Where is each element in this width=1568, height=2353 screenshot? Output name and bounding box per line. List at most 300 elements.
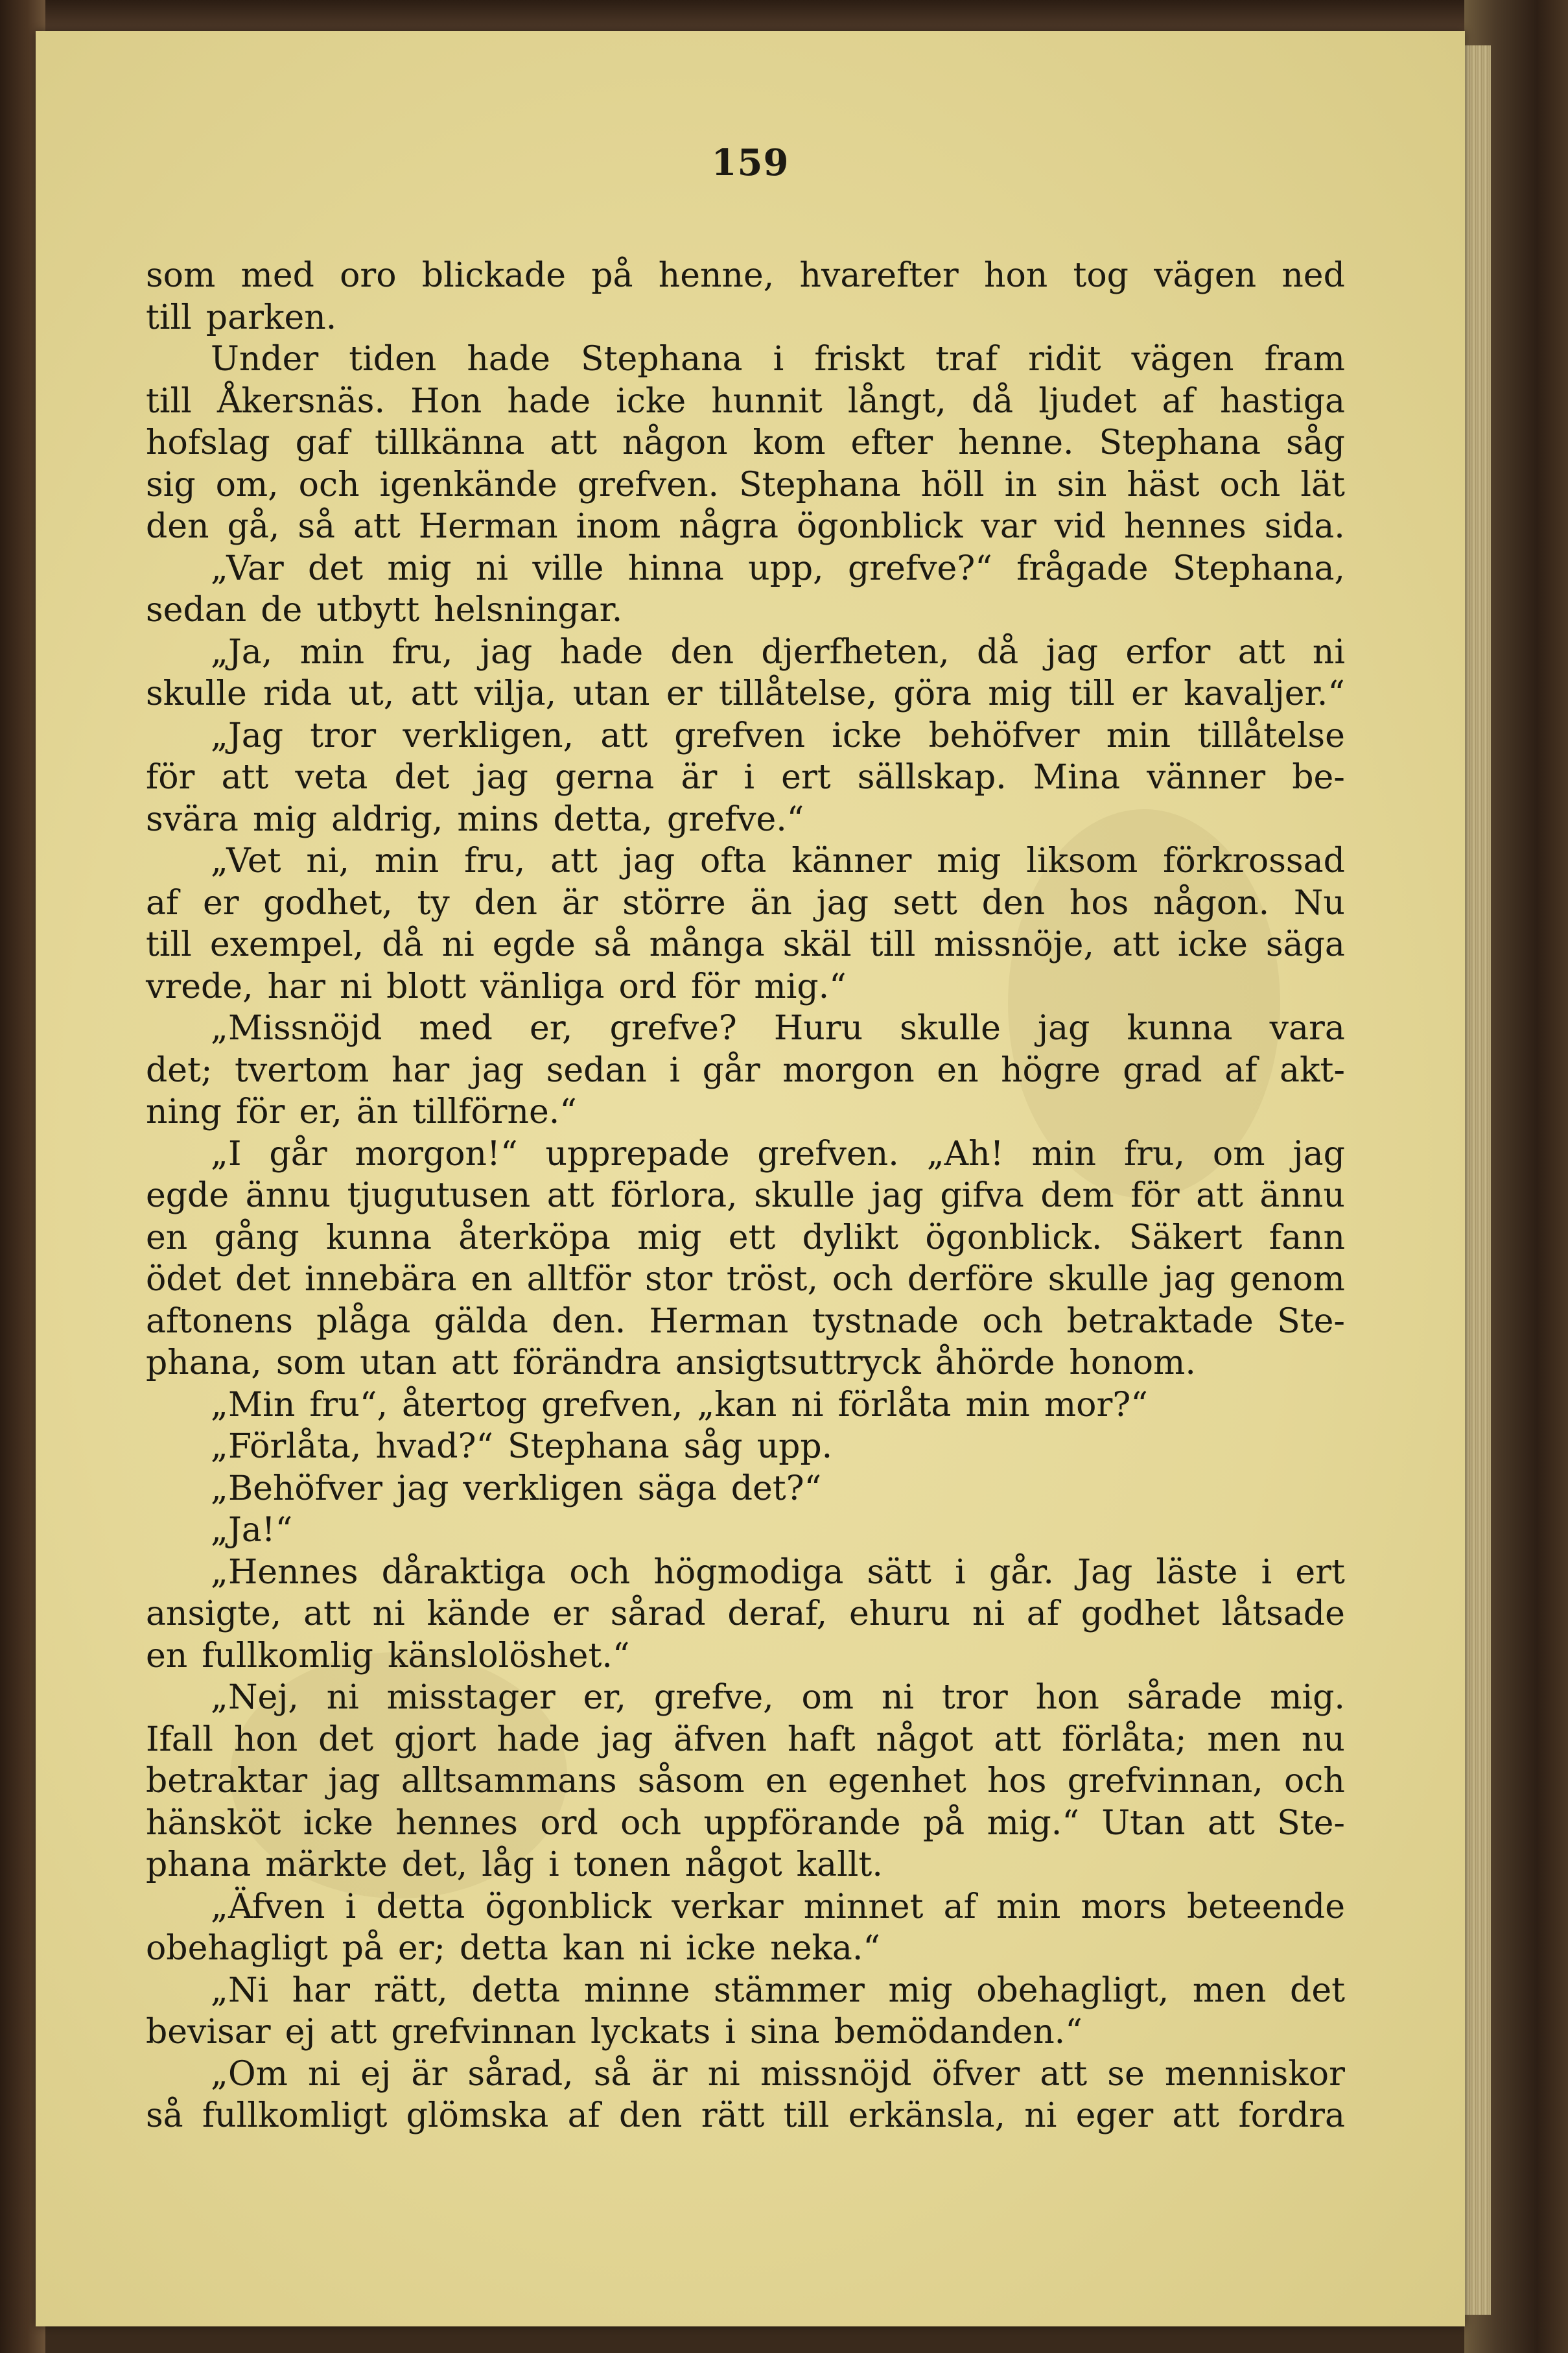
word: grefve.“ <box>666 799 804 839</box>
word: i <box>345 1887 357 1926</box>
word: går <box>702 1050 760 1090</box>
word: henne, <box>658 256 775 295</box>
word: sårad, <box>467 2054 574 2094</box>
word: och <box>1283 1762 1345 1801</box>
word: många <box>649 925 765 964</box>
word: menniskor <box>1164 2054 1345 2094</box>
word: grad <box>1123 1050 1202 1090</box>
word: skulle <box>1047 1260 1149 1299</box>
word: deraf, <box>727 1594 828 1633</box>
word: mig <box>637 1218 702 1257</box>
word: något <box>876 1720 974 1759</box>
word: förlåta <box>837 1385 952 1425</box>
word: den <box>670 632 734 672</box>
word: detta <box>471 1970 561 2010</box>
word: men <box>1207 1720 1281 1759</box>
word: ansigtsuttryck <box>675 1343 921 1382</box>
word: jag <box>600 1720 653 1759</box>
word: hos <box>1069 883 1129 923</box>
word: gälda <box>434 1301 528 1341</box>
word: ord <box>618 967 677 1006</box>
word: ni <box>475 549 508 588</box>
word: genom <box>1229 1260 1345 1299</box>
word: till <box>1068 674 1115 713</box>
word: i <box>743 758 755 797</box>
word: honom. <box>1069 1343 1196 1382</box>
word: att <box>600 716 648 755</box>
word: en <box>146 1218 188 1257</box>
word: tröst, <box>726 1260 818 1299</box>
text-line <box>146 757 1345 799</box>
text-line <box>146 1091 1345 1133</box>
word: Ifall <box>146 1720 214 1759</box>
word: det <box>318 1720 374 1759</box>
word: för <box>1130 1176 1180 1215</box>
word: af <box>943 1887 976 1926</box>
word: Stephana <box>1099 423 1261 462</box>
word: är <box>561 883 598 923</box>
word: stor <box>645 1260 712 1299</box>
word: behöfver <box>928 716 1080 755</box>
word: låtsade <box>1221 1594 1345 1633</box>
word: mig <box>252 799 318 839</box>
word: min <box>1106 716 1171 755</box>
word: en <box>765 1762 808 1801</box>
word: min <box>965 1385 1030 1425</box>
word: mig.“ <box>987 1803 1079 1843</box>
word: vägen <box>1154 256 1257 295</box>
word: att <box>550 423 598 462</box>
word: „Hennes <box>211 1552 358 1592</box>
word: ni <box>308 2054 341 2094</box>
word: tog <box>1073 256 1129 295</box>
word: är <box>681 758 718 797</box>
word: „Ja, <box>211 632 273 672</box>
word: „Äfven <box>211 1887 325 1926</box>
word: Stephana <box>580 340 743 379</box>
word: ty <box>417 883 450 923</box>
word: lät <box>1300 465 1345 504</box>
word: förlora, <box>610 1176 738 1215</box>
word: skäl <box>782 925 852 964</box>
word: att <box>1172 2096 1220 2135</box>
word: det <box>394 758 450 797</box>
word: ehuru <box>848 1594 951 1633</box>
word: att <box>994 1720 1042 1759</box>
word: icke <box>616 381 686 421</box>
word: en <box>471 1260 513 1299</box>
word: att <box>353 507 401 546</box>
word: ofta <box>699 842 767 881</box>
word: till <box>146 381 192 421</box>
word: har <box>267 967 325 1006</box>
word: upp, <box>748 549 824 588</box>
word: att <box>1196 1176 1243 1215</box>
word: djerfheten, <box>761 632 950 672</box>
word: af <box>567 2096 600 2135</box>
word: låg <box>482 1845 535 1884</box>
word: verkligen, <box>403 716 574 755</box>
word: ert <box>1295 1552 1345 1592</box>
word: utbytt <box>316 591 420 630</box>
word: bevisar <box>146 2013 271 2051</box>
word: erfor <box>1125 632 1211 672</box>
word: sett <box>893 883 957 923</box>
word: er <box>666 674 703 713</box>
word: sig <box>146 465 196 504</box>
word: beteende <box>1186 1887 1345 1926</box>
word: om, <box>215 465 279 504</box>
word: „Vet <box>211 842 281 881</box>
word: som <box>146 256 216 295</box>
word: tror <box>941 1678 1008 1717</box>
word: till <box>146 298 192 337</box>
word: i <box>548 1845 559 1884</box>
word: tror <box>310 716 377 755</box>
text-line <box>146 548 1345 590</box>
word: alltsammans <box>401 1762 617 1801</box>
word: högre <box>1001 1050 1101 1090</box>
word: mig.“ <box>754 967 847 1006</box>
word: går <box>269 1134 327 1174</box>
word: vänner <box>1147 758 1266 797</box>
text-line <box>146 1635 1345 1677</box>
word: rätt <box>701 2096 765 2135</box>
word: förkrossad <box>1163 842 1345 881</box>
word: hade <box>507 381 591 421</box>
word: Säkert <box>1129 1218 1243 1257</box>
word: phana, <box>146 1343 262 1382</box>
word: fru, <box>392 632 453 672</box>
word: ni <box>372 1594 405 1633</box>
word: hofslag <box>146 423 270 462</box>
word: och <box>982 1301 1044 1341</box>
word: detta <box>460 1929 548 1968</box>
text-line <box>146 1384 1345 1426</box>
word: jag <box>480 632 533 672</box>
word: icke <box>686 1929 756 1968</box>
word: så <box>593 925 631 964</box>
word: kunna <box>1127 1009 1233 1048</box>
word: „Om <box>211 2054 288 2094</box>
word: högmodiga <box>653 1552 844 1592</box>
word: den. <box>552 1301 626 1341</box>
text-line <box>146 2053 1345 2096</box>
word: ödet <box>146 1260 222 1299</box>
word: då <box>971 381 1014 421</box>
text-line <box>146 2095 1345 2137</box>
word: men <box>1192 1970 1267 2010</box>
word: morgon!“ <box>355 1134 518 1174</box>
word: detta, <box>553 799 653 839</box>
word: häst <box>1127 465 1200 504</box>
word: ni, <box>306 842 350 881</box>
word: hvarefter <box>799 256 959 295</box>
text-line <box>146 1133 1345 1176</box>
word: och <box>298 465 360 504</box>
word: min <box>374 842 439 881</box>
word: vrede, <box>146 967 253 1006</box>
word: att <box>1112 925 1160 964</box>
word: har <box>292 1970 350 2010</box>
word: alltför <box>526 1260 631 1299</box>
word: gaf <box>295 423 350 462</box>
word: det?“ <box>731 1469 822 1508</box>
word: „Missnöjd <box>211 1009 382 1048</box>
word: grefve, <box>653 1678 774 1717</box>
word: uppförande <box>703 1803 901 1843</box>
word: mor?“ <box>1044 1385 1148 1425</box>
word: gerna <box>554 758 655 797</box>
word: såg <box>1285 423 1345 462</box>
text-line <box>146 1301 1345 1343</box>
word: icke <box>1177 925 1248 964</box>
word: mig <box>888 1970 953 2010</box>
word: egenhet <box>828 1762 966 1801</box>
word: jag <box>396 1469 449 1508</box>
word: så <box>146 2096 183 2135</box>
word: de <box>261 591 303 630</box>
word: Mina <box>1033 758 1121 797</box>
word: obehagligt <box>146 1929 328 1968</box>
word: ansigte, <box>146 1594 282 1633</box>
word: aftonens <box>146 1301 293 1341</box>
word: tillåtelse <box>1197 716 1345 755</box>
text-line <box>146 297 1345 339</box>
text-line <box>146 1342 1345 1384</box>
page-number: 159 <box>711 141 790 184</box>
word: det <box>1290 1970 1345 2010</box>
word: öfver <box>931 2054 1020 2094</box>
word: det, <box>401 1845 468 1884</box>
word: känner <box>791 842 912 881</box>
word: i <box>725 2013 736 2051</box>
word: af <box>146 883 179 923</box>
word: Huru <box>773 1009 863 1048</box>
word: fullkomlig <box>202 1636 373 1675</box>
word: grefven. <box>577 465 720 504</box>
word: att <box>221 758 269 797</box>
word: är <box>411 2054 448 2094</box>
word: sårade <box>1127 1678 1243 1717</box>
text-line <box>146 673 1345 715</box>
word: förändra <box>512 1343 661 1382</box>
word: grefven <box>674 716 806 755</box>
word: var <box>981 507 1036 546</box>
text-line <box>146 338 1345 381</box>
word: att <box>451 1343 498 1382</box>
word: fru, <box>1123 1134 1185 1174</box>
text-line <box>146 840 1345 882</box>
word: hon <box>1035 1678 1099 1717</box>
word: ögonblick <box>485 1887 652 1926</box>
word: dem <box>1040 1176 1114 1215</box>
word: ni <box>1024 2096 1057 2135</box>
text-line <box>146 1803 1345 1845</box>
word: efter <box>850 423 933 462</box>
text-line <box>146 464 1345 506</box>
word: jag <box>1046 632 1099 672</box>
word: och <box>832 1260 893 1299</box>
word: ridit <box>1028 340 1101 379</box>
word: veta <box>295 758 368 797</box>
word: „kan <box>697 1385 777 1425</box>
word: hvad?“ <box>375 1427 494 1466</box>
word: henne. <box>958 423 1074 462</box>
word: sällskap. <box>857 758 1007 797</box>
word: sätt <box>867 1552 931 1592</box>
word: att <box>303 1594 351 1633</box>
word: stämmer <box>714 1970 865 2010</box>
word: grefven. <box>757 1134 899 1174</box>
word: hunnit <box>711 381 823 421</box>
word: rida <box>263 674 332 713</box>
word: för <box>691 967 740 1006</box>
word: till <box>783 2096 830 2135</box>
word: med <box>419 1009 493 1048</box>
word: inom <box>576 507 661 546</box>
word: „Jag <box>211 716 284 755</box>
word: „Ah! <box>926 1134 1004 1174</box>
text-line <box>146 1509 1345 1552</box>
word: tillförne.“ <box>412 1093 577 1131</box>
word: det <box>235 1260 291 1299</box>
word: verkar <box>672 1887 784 1926</box>
word: Utan <box>1101 1803 1186 1843</box>
word: icke <box>832 716 902 755</box>
text-line <box>146 966 1345 1008</box>
word: jag <box>471 1050 524 1090</box>
word: dåraktiga <box>381 1552 546 1592</box>
word: plåga <box>316 1301 411 1341</box>
word: Herman <box>418 507 558 546</box>
text-line <box>146 1259 1345 1301</box>
word: jag <box>622 842 675 881</box>
word: fordra <box>1238 2096 1345 2135</box>
word: jag <box>871 1176 924 1215</box>
word: Åkersnäs. <box>216 381 386 421</box>
word: Nu <box>1293 883 1345 923</box>
text-line <box>146 1593 1345 1635</box>
word: ljudet <box>1038 381 1137 421</box>
word: hänsköt <box>146 1803 281 1843</box>
word: ej <box>360 2054 392 2094</box>
word: som <box>275 1343 346 1382</box>
word: skulle <box>900 1009 1001 1048</box>
word: er <box>202 883 239 923</box>
word: märkte <box>265 1845 388 1884</box>
word: den <box>146 507 209 546</box>
word: sedan <box>546 1050 647 1090</box>
word: den <box>981 883 1046 923</box>
word: ni <box>881 1678 915 1717</box>
word: för <box>146 758 195 797</box>
word: egde <box>146 1176 229 1215</box>
word: grefvinnan <box>391 2013 576 2051</box>
word: hos <box>987 1762 1047 1801</box>
word: mig. <box>1270 1678 1345 1717</box>
word: en <box>937 1050 979 1090</box>
book-page <box>36 31 1465 2326</box>
word: hon <box>983 256 1048 295</box>
word: att <box>1207 1803 1255 1843</box>
word: att <box>1040 2054 1088 2094</box>
word: er, <box>583 1678 627 1717</box>
word: dylikt <box>802 1218 898 1257</box>
word: såsom <box>637 1762 745 1801</box>
word: blott <box>386 967 467 1006</box>
word: sina <box>749 2013 820 2051</box>
word: sida. <box>1264 507 1345 546</box>
word: aldrig, <box>331 799 443 839</box>
word: vägen <box>1131 340 1234 379</box>
word: mig <box>937 842 1001 881</box>
word: utan <box>360 1343 438 1382</box>
word: fann <box>1269 1218 1345 1257</box>
word: i <box>773 340 784 379</box>
word: att <box>546 1176 594 1215</box>
text-line <box>146 1217 1345 1259</box>
word: af <box>1026 1594 1059 1633</box>
word: oro <box>340 256 397 295</box>
word: i <box>1261 1552 1272 1592</box>
word: några <box>679 507 778 546</box>
word: på <box>922 1803 965 1843</box>
word: tvertom <box>234 1050 369 1090</box>
word: ni <box>707 2054 740 2094</box>
word: har <box>391 1050 450 1090</box>
text-line <box>146 1426 1345 1468</box>
word: ännu <box>245 1176 331 1215</box>
word: er; <box>397 1929 446 1968</box>
word: fru“, <box>309 1385 388 1425</box>
word: ning <box>146 1093 222 1131</box>
word: ut, <box>348 674 395 713</box>
word: att <box>1237 632 1285 672</box>
word: går. <box>989 1552 1054 1592</box>
text-line <box>146 1886 1345 1928</box>
word: kan <box>562 1929 625 1968</box>
word: någon <box>622 423 728 462</box>
word: än <box>356 1093 399 1131</box>
word: höll <box>920 465 985 504</box>
word: så <box>593 2054 631 2094</box>
word: Herman <box>649 1301 789 1341</box>
word: godhet <box>1081 1594 1200 1633</box>
word: i <box>955 1552 966 1592</box>
word: tiden <box>349 340 437 379</box>
word: missnöje, <box>933 925 1094 964</box>
word: Ste- <box>1277 1301 1345 1341</box>
word: ögonblick. <box>925 1218 1103 1257</box>
word: kavaljer.“ <box>1184 674 1345 713</box>
word: haft <box>787 1720 856 1759</box>
word: gå, <box>227 507 280 546</box>
word: långt, <box>847 381 946 421</box>
word: hinna <box>627 549 724 588</box>
word: parken. <box>205 298 337 337</box>
word: att <box>329 2013 377 2051</box>
text-line <box>146 1760 1345 1803</box>
text-line <box>146 1719 1345 1761</box>
word: ej <box>285 2013 316 2051</box>
word: hade <box>497 1720 580 1759</box>
word: hon <box>233 1720 298 1759</box>
text-line <box>146 1844 1345 1886</box>
word: „Förlåta, <box>211 1427 362 1466</box>
word: gifva <box>940 1176 1024 1215</box>
word: ögonblick <box>796 507 963 546</box>
